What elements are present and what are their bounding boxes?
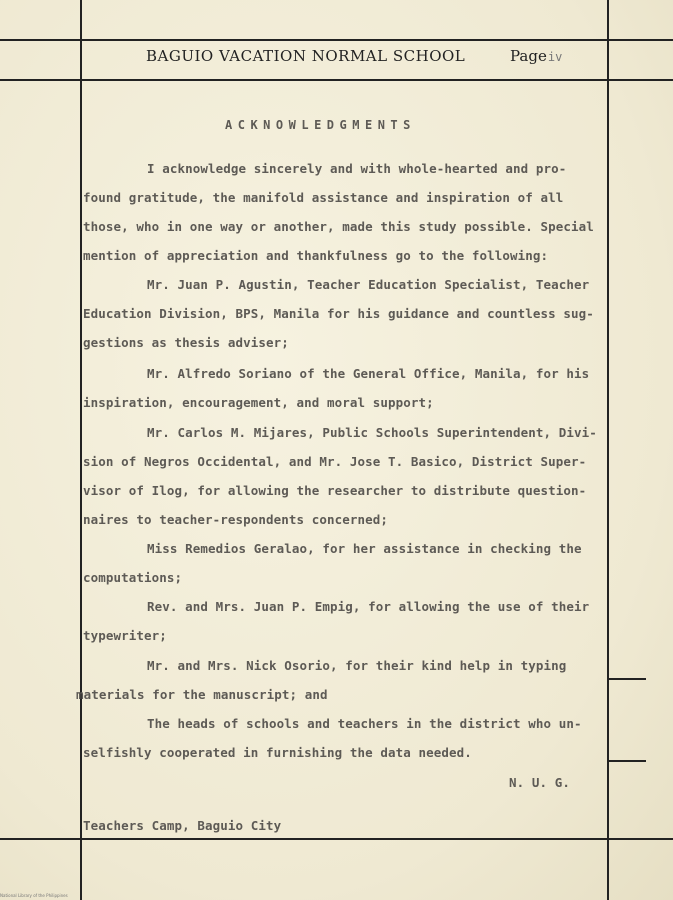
text-line: typewriter;	[83, 628, 167, 643]
text-line: selfishly cooperated in furnishing the data needed.	[83, 745, 472, 760]
school-header: BAGUIO VACATION NORMAL SCHOOL	[146, 47, 466, 65]
text-line: The heads of schools and teachers in the district who un-	[147, 716, 582, 731]
place-line: Teachers Camp, Baguio City	[83, 818, 282, 833]
page-label: Pageiv	[510, 47, 563, 65]
text-line: sion of Negros Occidental, and Mr. Jose T. Basico, District Super-	[83, 454, 587, 469]
text-line: Mr. Juan P. Agustin, Teacher Education Specialist, Teacher	[147, 277, 590, 292]
author-initials: N. U. G.	[509, 775, 571, 790]
scan-footer: National Library of the Philippines	[0, 893, 68, 898]
text-line: materials for the manuscript; and	[76, 687, 328, 702]
text-line: Education Division, BPS, Manila for his guidance and countless sug-	[83, 306, 594, 321]
text-line: I acknowledge sincerely and with whole-hearted and pro-	[147, 161, 567, 176]
text-line: visor of Ilog, for allowing the researcher to distribute question-	[83, 483, 587, 498]
page-title: ACKNOWLEDGMENTS	[225, 118, 416, 132]
header-bottom-rule	[0, 79, 673, 81]
text-line: Mr. and Mrs. Nick Osorio, for their kind help in typing	[147, 658, 567, 673]
text-line: Mr. Carlos M. Mijares, Public Schools Superintendent, Divi-	[147, 425, 597, 440]
text-line: computations;	[83, 570, 183, 585]
left-margin-rule	[80, 0, 82, 900]
text-line: those, who in one way or another, made this study possible. Special	[83, 219, 594, 234]
margin-tick	[608, 760, 646, 762]
footer-rule	[0, 838, 673, 840]
text-line: mention of appreciation and thankfulness go to the following:	[83, 248, 549, 263]
text-line: gestions as thesis adviser;	[83, 335, 289, 350]
text-line: naires to teacher-respondents concerned;	[83, 512, 389, 527]
margin-tick	[608, 678, 646, 680]
right-margin-rule	[607, 0, 609, 900]
text-line: Miss Remedios Geralao, for her assistance in checking the	[147, 541, 582, 556]
page-number: iv	[547, 50, 563, 64]
text-line: Mr. Alfredo Soriano of the General Office, Manila, for his	[147, 366, 590, 381]
text-line: found gratitude, the manifold assistance and inspiration of all	[83, 190, 564, 205]
text-line: inspiration, encouragement, and moral support;	[83, 395, 434, 410]
header-top-rule	[0, 39, 673, 41]
text-line: Rev. and Mrs. Juan P. Empig, for allowing the use of their	[147, 599, 590, 614]
